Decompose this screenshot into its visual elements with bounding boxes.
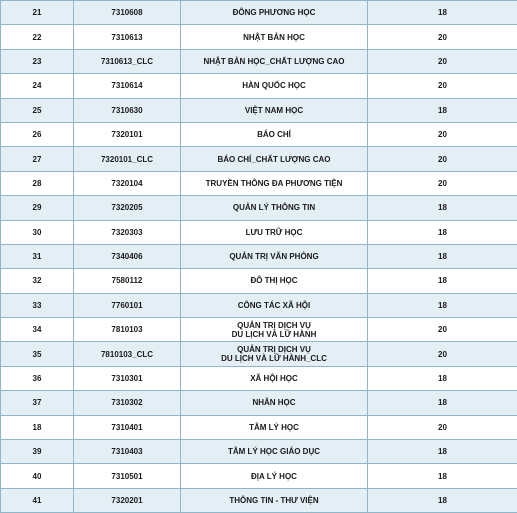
major-name-cell: CÔNG TÁC XÃ HỘI [181, 293, 368, 317]
major-code-cell: 7810103_CLC [74, 342, 181, 366]
major-code-cell: 7310613 [74, 25, 181, 49]
score-cell: 18 [368, 220, 517, 244]
table-row [1, 488, 517, 512]
row-number-cell: 34 [1, 318, 74, 342]
score-cell: 20 [368, 342, 517, 366]
score-cell: 20 [368, 49, 517, 73]
score-cell: 18 [368, 269, 517, 293]
row-number-cell: 28 [1, 171, 74, 195]
table-row [1, 147, 517, 171]
table-row [1, 391, 517, 415]
table-row [1, 49, 517, 73]
major-name-cell: LƯU TRỮ HỌC [181, 220, 368, 244]
table-row [1, 415, 517, 439]
major-code-cell: 7320101_CLC [74, 147, 181, 171]
row-number-cell: 27 [1, 147, 74, 171]
row-number-cell: 23 [1, 49, 74, 73]
major-name-cell: ĐÔ THỊ HỌC [181, 269, 368, 293]
major-code-cell: 7320104 [74, 171, 181, 195]
table-row [1, 122, 517, 146]
major-code-cell: 7310302 [74, 391, 181, 415]
major-code-cell: 7760101 [74, 293, 181, 317]
major-name-cell: BÁO CHÍ [181, 122, 368, 146]
major-name-cell: NHÂN HỌC [181, 391, 368, 415]
major-code-cell: 7340406 [74, 244, 181, 268]
table-row [1, 440, 517, 464]
major-code-cell: 7320201 [74, 488, 181, 512]
major-name-cell: NHẬT BẢN HỌC_CHẤT LƯỢNG CAO [181, 49, 368, 73]
row-number-cell: 40 [1, 464, 74, 488]
table-row [1, 269, 517, 293]
row-number-cell: 25 [1, 98, 74, 122]
major-code-cell: 7310630 [74, 98, 181, 122]
table-row [1, 220, 517, 244]
row-number-cell: 24 [1, 74, 74, 98]
row-number-cell: 36 [1, 366, 74, 390]
major-code-cell: 7310403 [74, 440, 181, 464]
major-code-cell: 7320101 [74, 122, 181, 146]
major-name-cell: QUẢN LÝ THÔNG TIN [181, 196, 368, 220]
major-code-cell: 7580112 [74, 269, 181, 293]
major-code-cell: 7310301 [74, 366, 181, 390]
score-cell: 18 [368, 196, 517, 220]
table-row [1, 74, 517, 98]
score-cell: 18 [368, 391, 517, 415]
table-row [1, 366, 517, 390]
score-cell: 20 [368, 147, 517, 171]
score-cell: 20 [368, 318, 517, 342]
table-row [1, 171, 517, 195]
score-cell: 18 [368, 98, 517, 122]
score-cell: 18 [368, 1, 517, 25]
score-cell: 20 [368, 122, 517, 146]
major-code-cell: 7810103 [74, 318, 181, 342]
table-row [1, 1, 517, 25]
table-row [1, 25, 517, 49]
major-code-cell: 7310608 [74, 1, 181, 25]
table-row [1, 293, 517, 317]
table-row [1, 244, 517, 268]
major-code-cell: 7310613_CLC [74, 49, 181, 73]
major-name-cell: QUẢN TRỊ DỊCH VỤ DU LỊCH VÀ LỮ HÀNH [181, 318, 368, 342]
table-row [1, 98, 517, 122]
score-cell: 20 [368, 171, 517, 195]
table-body [1, 1, 517, 513]
major-code-cell: 7310401 [74, 415, 181, 439]
score-cell: 18 [368, 440, 517, 464]
major-name-cell: ĐÔNG PHƯƠNG HỌC [181, 1, 368, 25]
row-number-cell: 21 [1, 1, 74, 25]
major-name-cell: BÁO CHÍ_CHẤT LƯỢNG CAO [181, 147, 368, 171]
score-cell: 20 [368, 415, 517, 439]
major-name-cell: TRUYỀN THÔNG ĐA PHƯƠNG TIỆN [181, 171, 368, 195]
row-number-cell: 35 [1, 342, 74, 366]
major-name-cell: QUẢN TRỊ VĂN PHÒNG [181, 244, 368, 268]
score-cell: 18 [368, 488, 517, 512]
row-number-cell: 39 [1, 440, 74, 464]
row-number-cell: 30 [1, 220, 74, 244]
major-name-cell: ĐỊA LÝ HỌC [181, 464, 368, 488]
major-code-cell: 7320205 [74, 196, 181, 220]
major-name-cell: VIỆT NAM HỌC [181, 98, 368, 122]
score-cell: 18 [368, 366, 517, 390]
row-number-cell: 18 [1, 415, 74, 439]
major-code-cell: 7310501 [74, 464, 181, 488]
score-cell: 18 [368, 464, 517, 488]
major-code-cell: 7310614 [74, 74, 181, 98]
row-number-cell: 22 [1, 25, 74, 49]
score-cell: 18 [368, 244, 517, 268]
major-name-cell: NHẬT BẢN HỌC [181, 25, 368, 49]
table-row [1, 196, 517, 220]
row-number-cell: 29 [1, 196, 74, 220]
row-number-cell: 37 [1, 391, 74, 415]
major-name-cell: QUẢN TRỊ DỊCH VỤ DU LỊCH VÀ LỮ HÀNH_CLC [181, 342, 368, 366]
table-row [1, 464, 517, 488]
row-number-cell: 32 [1, 269, 74, 293]
row-number-cell: 41 [1, 488, 74, 512]
table-row [1, 342, 517, 366]
major-name-cell: TÂM LÝ HỌC [181, 415, 368, 439]
major-code-cell: 7320303 [74, 220, 181, 244]
score-cell: 20 [368, 25, 517, 49]
major-name-cell: THÔNG TIN - THƯ VIỆN [181, 488, 368, 512]
table-row [1, 318, 517, 342]
major-name-cell: HÀN QUỐC HỌC [181, 74, 368, 98]
row-number-cell: 31 [1, 244, 74, 268]
row-number-cell: 26 [1, 122, 74, 146]
score-cell: 18 [368, 293, 517, 317]
score-cell: 20 [368, 74, 517, 98]
major-name-cell: TÂM LÝ HỌC GIÁO DỤC [181, 440, 368, 464]
major-name-cell: XÃ HỘI HỌC [181, 366, 368, 390]
row-number-cell: 33 [1, 293, 74, 317]
